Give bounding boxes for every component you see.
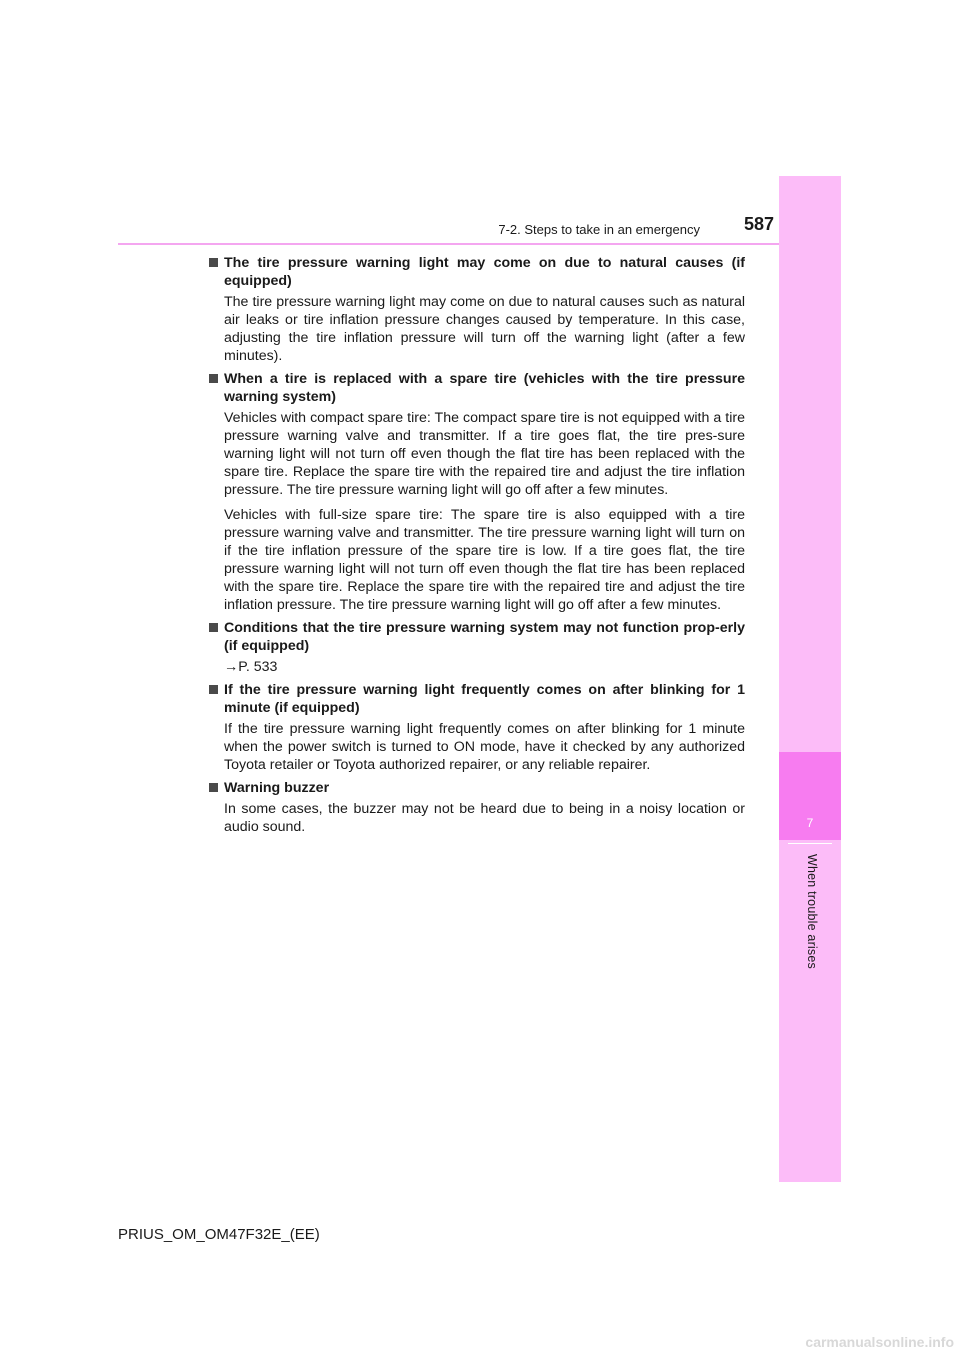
chapter-side-tab (779, 176, 841, 1182)
section-heading-text: Warning buzzer (224, 780, 330, 796)
section-paragraph: If the tire pressure warning light frequently comes on after blinking for 1 minute when the power switch is turned to ON mode, have it checked by any authorized Toyota retailer or Toyota authorized repairer, or any reliable repairer. (224, 721, 745, 773)
section-paragraph: The tire pressure warning light may come on due to natural causes such as natural air leaks or tire inflation pressure changes caused by temperature. In this case, adjusting the tire inflation pressure will turn off the warning light (after a few minutes). (224, 294, 745, 364)
section-heading-text: When a tire is replaced with a spare tire (vehicles with the tire pressure warning system) (224, 371, 745, 405)
chapter-number: 7 (806, 816, 814, 830)
square-bullet-icon (209, 374, 218, 383)
section-heading-text: The tire pressure warning light may come on due to natural causes (if equipped) (224, 255, 745, 289)
section-paragraph: In some cases, the buzzer may not be heard due to being in a noisy location or audio sound. (224, 801, 745, 835)
section-heading (209, 370, 745, 406)
section-heading (209, 681, 745, 717)
section-heading (209, 619, 745, 655)
section-heading (209, 254, 745, 290)
section-natural-causes (209, 254, 745, 365)
page-content (209, 254, 745, 841)
section-warning-buzzer (209, 779, 745, 836)
header-divider (118, 243, 841, 245)
square-bullet-icon (209, 258, 218, 267)
square-bullet-icon (209, 783, 218, 792)
watermark: carmanualsonline.info (805, 1334, 954, 1350)
chapter-label: When trouble arises (805, 854, 819, 969)
section-heading-text: Conditions that the tire pressure warning system may not function prop-erly (if equipped) (224, 620, 745, 654)
section-conditions (209, 619, 745, 676)
section-heading (209, 779, 745, 797)
section-paragraph: Vehicles with full-size spare tire: The spare tire is also equipped with a tire pressure warning valve and transmitter. The tire pressure warning light will turn on if the tire inflation pressure of the spare tire is low. If a tire goes flat, the tire pressure warning light will not turn off even though the flat tire has been replaced with the spare tire. Replace the spare tire with the repaired tire and adjust the tire inflation pressure. The tire pressure warning light will go off after a few minutes. (224, 507, 745, 613)
section-paragraph: Vehicles with compact spare tire: The compact spare tire is not equipped with a tire pressure warning valve and transmitter. If a tire goes flat, the tire pres-sure warning light will not turn off even though the flat tire has been replaced with the spare tire. Replace the spare tire with the repaired tire and adjust the tire inflation pressure. The tire pressure warning light will go off after a few minutes. (224, 410, 745, 498)
chapter-tab-divider (788, 843, 832, 844)
section-frequent-warning (209, 681, 745, 774)
page-reference: →P. 533 (224, 659, 278, 675)
section-spare-tire (209, 370, 745, 614)
square-bullet-icon (209, 623, 218, 632)
document-code: PRIUS_OM_OM47F32E_(EE) (118, 1226, 320, 1243)
square-bullet-icon (209, 685, 218, 694)
header-section-title: 7-2. Steps to take in an emergency (498, 222, 700, 237)
section-heading-text: If the tire pressure warning light frequently comes on after blinking for 1 minute (if equipped) (224, 682, 745, 716)
page-number: 587 (743, 214, 774, 234)
